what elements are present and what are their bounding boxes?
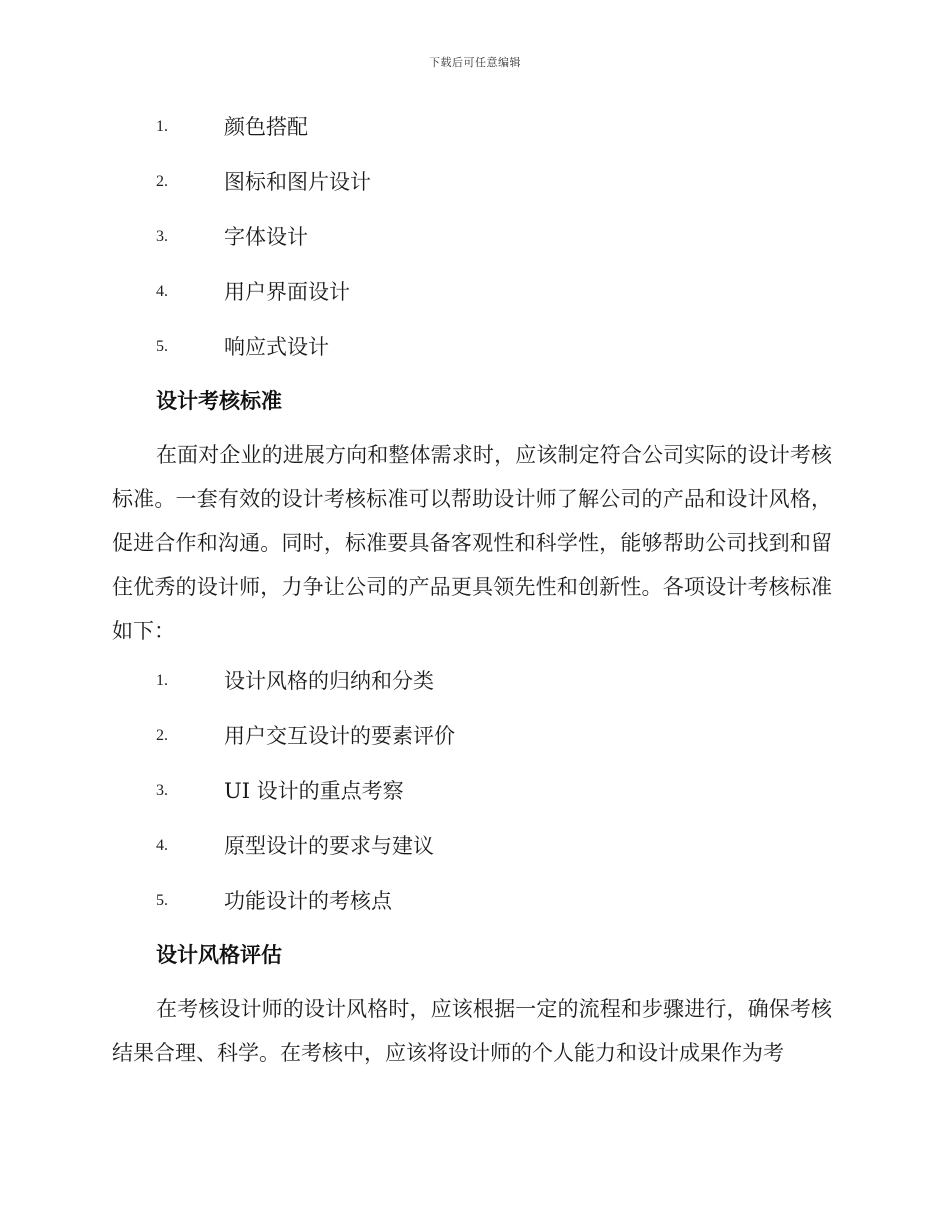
list-text: 字体设计 — [224, 225, 308, 249]
section-heading: 设计风格评估 — [156, 942, 282, 967]
list-number: 3. — [156, 782, 168, 799]
list-item — [0, 167, 950, 197]
list-text: 响应式设计 — [224, 335, 329, 359]
list-number: 2. — [156, 727, 168, 744]
section-heading: 设计考核标准 — [156, 388, 282, 413]
list-item — [0, 277, 950, 307]
list-item — [0, 666, 950, 696]
list-item — [0, 886, 950, 916]
list-number: 5. — [156, 892, 168, 909]
list-number: 2. — [156, 173, 168, 190]
list-text: 图标和图片设计 — [224, 170, 371, 194]
list-text: 原型设计的要求与建议 — [224, 834, 434, 858]
list-text: 用户交互设计的要素评价 — [224, 724, 455, 748]
list-item — [0, 831, 950, 861]
list-text: UI 设计的重点考察 — [224, 779, 404, 803]
list-item — [0, 222, 950, 252]
list-item — [0, 332, 950, 362]
list-number: 4. — [156, 837, 168, 854]
page-header: 下载后可任意编辑 — [429, 56, 521, 69]
list-text: 功能设计的考核点 — [224, 889, 392, 913]
section-paragraph: 在考核设计师的设计风格时，应该根据一定的流程和步骤进行，确保考核结果合理、科学。在考核中，应该将设计师的个人能力和设计成果作为考 — [112, 997, 832, 1065]
list-text: 用户界面设计 — [224, 280, 350, 304]
list-text: 设计风格的归纳和分类 — [224, 669, 434, 693]
list-number: 3. — [156, 228, 168, 245]
list-item — [0, 721, 950, 751]
list-item — [0, 112, 950, 142]
list-number: 5. — [156, 338, 168, 355]
section-paragraph: 在面对企业的进展方向和整体需求时，应该制定符合公司实际的设计考核标准。一套有效的设计考核标准可以帮助设计师了解公司的产品和设计风格，促进合作和沟通。同时，标准要具备客观性和科学性，能够帮助公司找到和留住优秀的设计师，力争让公司的产品更具领先性和创新性。各项设计考核标准如下： — [112, 443, 832, 643]
list-item — [0, 776, 950, 806]
list-text: 颜色搭配 — [224, 115, 308, 139]
list-number: 1. — [156, 672, 168, 689]
list-number: 4. — [156, 283, 168, 300]
list-number: 1. — [156, 118, 168, 135]
